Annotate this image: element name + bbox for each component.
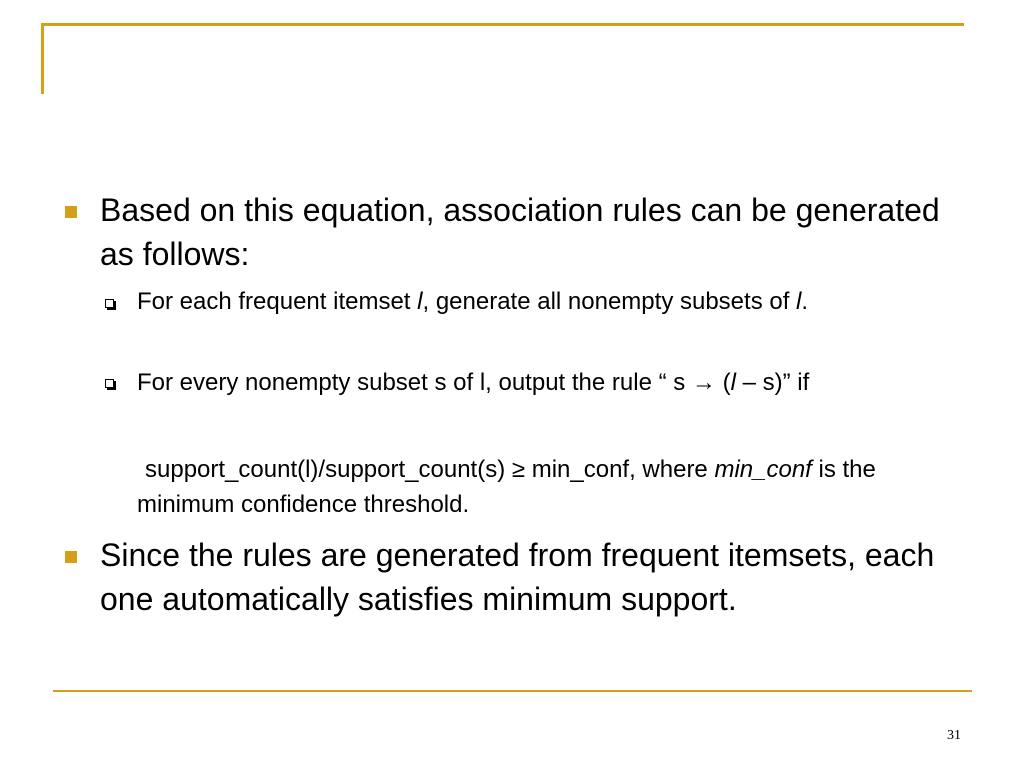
condition-pre: support_count(l)/support_count(s) ≥ min_conf, where xyxy=(145,456,715,483)
page-number: 31 xyxy=(947,728,961,743)
sub-bullet-2 xyxy=(137,365,967,400)
sub-bullet-1 xyxy=(137,284,967,319)
condition-post: is the minimum confidence threshold. xyxy=(137,456,876,518)
sub-bullet-1-italic-l2: l xyxy=(796,288,802,315)
hollow-square-bullet-icon xyxy=(105,379,114,388)
footer-line xyxy=(53,690,972,692)
square-bullet-icon xyxy=(65,551,77,563)
sub-bullet-2-post: – s)” if xyxy=(735,369,810,396)
sub-bullet-1-post: . xyxy=(801,288,809,315)
condition-italic-min-conf: min_conf xyxy=(714,456,812,483)
sub-bullet-1-pre: For each frequent itemset xyxy=(137,288,418,315)
sub-bullet-2-pre: For every nonempty subset s of l, output the rule “ s → ( xyxy=(137,369,731,396)
sub-bullet-2-italic-l: l xyxy=(730,369,736,396)
square-bullet-icon xyxy=(65,206,77,218)
condition-text xyxy=(137,452,967,522)
bullet-2-text: Since the rules are generated from frequent itemsets, each one automatically satisfies minimum support. xyxy=(100,537,935,617)
bullet-1-text: Based on this equation, association rules can be generated as follows: xyxy=(100,192,940,272)
hollow-square-bullet-icon xyxy=(105,299,114,308)
sub-bullet-1-mid: , generate all nonempty subsets of xyxy=(422,288,797,315)
sub-bullet-1-italic-l: l xyxy=(417,288,423,315)
